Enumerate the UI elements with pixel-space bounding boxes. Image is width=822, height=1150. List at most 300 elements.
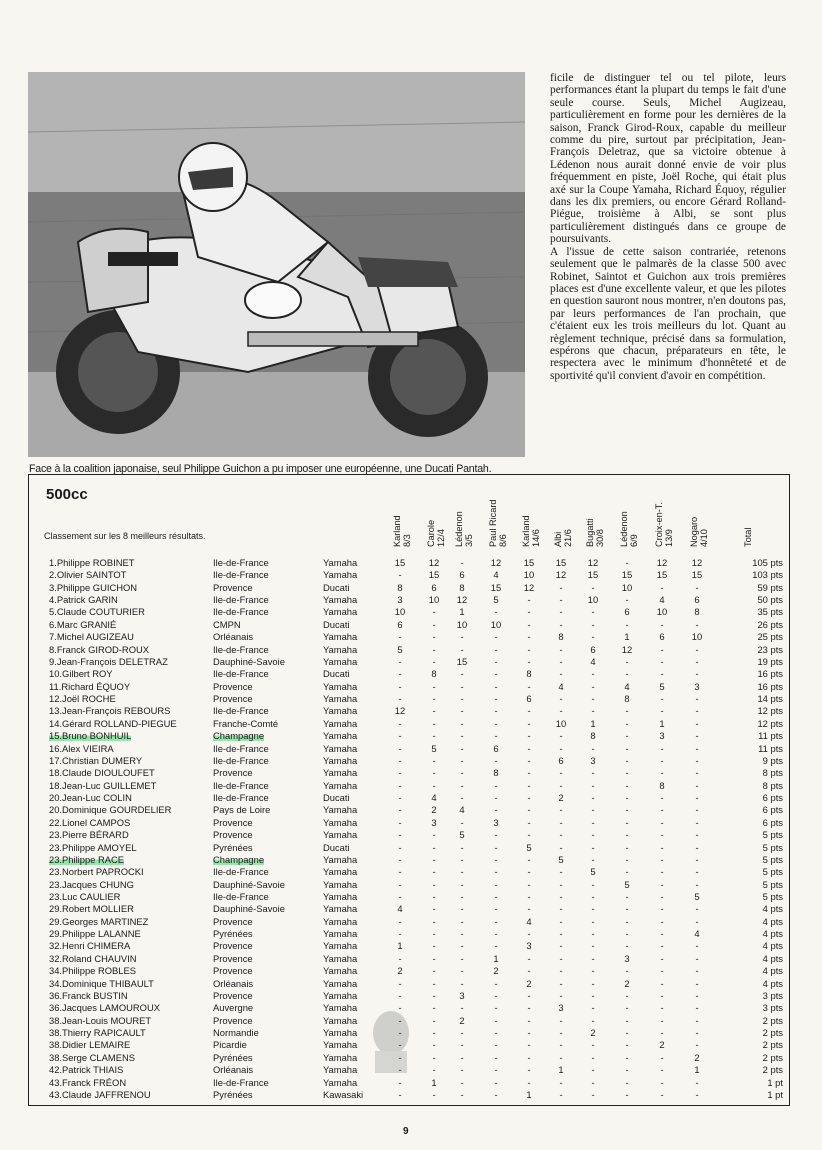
race-points: - [660,643,664,655]
race-points: - [527,866,531,878]
race-points: - [660,655,664,667]
race-points: - [559,1051,563,1063]
rider-region: Ile-de-France [213,668,269,680]
rider-region: Provence [213,693,253,705]
race-points: - [660,1014,664,1026]
race-points: 12 [691,557,703,568]
race-points: - [494,1014,498,1026]
race-name: Bugatti [585,518,595,547]
race-points: - [432,965,436,977]
race-points: 2 [431,804,437,816]
race-points: 4 [431,792,437,804]
race-points: - [695,668,699,680]
race-points: - [527,1051,531,1063]
race-points: 1 [659,717,665,729]
rider-name: 36.Jacques LAMOUROUX [49,1002,160,1014]
race-points: - [527,804,531,816]
race-points: - [460,878,464,890]
race-points: - [494,1076,498,1088]
race-points: - [591,878,595,890]
rider-name: 1.Philippe ROBINET [49,557,135,568]
rider-bike: Yamaha [323,655,358,667]
race-points: - [591,606,595,618]
race-points: - [695,717,699,729]
race-points: - [660,1088,664,1100]
race-date: 8/6 [497,534,508,547]
race-points: - [591,767,595,779]
rider-bike: Yamaha [323,804,358,816]
race-date: 6/9 [628,534,639,547]
rider-name: 3.Philippe GUICHON [49,581,138,593]
race-points: - [559,730,563,742]
article-column [550,72,786,382]
total-points: 8 pts [762,779,783,791]
race-points: 3 [397,594,403,606]
race-points: - [398,1064,402,1076]
rider-name: 13.Jean-François REBOURS [49,705,171,717]
race-points: - [559,816,563,828]
table-row [29,978,789,990]
race-points: - [494,631,498,643]
race-points: 8 [558,631,564,643]
race-points: - [398,989,402,1001]
table-row [29,1064,789,1076]
race-points: - [559,668,563,680]
rider-region: Provence [213,965,253,977]
race-points: 1 [694,1064,700,1076]
rider-region: Ile-de-France [213,606,269,618]
race-points: 6 [694,594,700,606]
total-points: 9 pts [762,754,783,766]
rider-bike: Yamaha [323,643,358,655]
race-points: - [460,977,464,989]
rider-region: Auvergne [213,1002,254,1014]
rider-bike: Yamaha [323,1014,358,1026]
rider-bike: Yamaha [323,890,358,902]
total-points: 5 pts [762,890,783,902]
race-points: 10 [555,717,567,729]
race-points: - [432,767,436,779]
race-points: - [398,1027,402,1039]
rider-bike: Yamaha [323,594,358,606]
race-points: - [527,606,531,618]
race-points: - [660,705,664,717]
race-date: 21/6 [562,529,573,547]
race-points: - [660,1051,664,1063]
table-row [29,656,789,668]
rider-bike: Yamaha [323,1051,358,1063]
race-points: - [695,940,699,952]
race-points: 1 [558,1064,564,1076]
table-row [29,990,789,1002]
race-points: - [625,1002,629,1014]
race-points: - [527,1039,531,1051]
table-row [29,582,789,594]
race-points: - [695,1014,699,1026]
race-points: - [625,915,629,927]
table-row [29,693,789,705]
rider-region: Orléanais [213,631,254,643]
race-name: Lédenon [619,511,629,547]
race-points: - [625,668,629,680]
race-points: - [660,618,664,630]
race-points: - [460,693,464,705]
race-points: 4 [526,915,532,927]
race-points: - [460,792,464,804]
race-points: - [625,866,629,878]
race-points: - [660,977,664,989]
rider-bike: Yamaha [323,705,358,717]
race-points: - [494,717,498,729]
race-points: - [460,705,464,717]
rider-name: 23.Norbert PAPROCKI [49,866,144,878]
race-points: - [559,705,563,717]
race-points: - [398,717,402,729]
race-points: - [527,705,531,717]
race-points: - [460,742,464,754]
race-points: - [591,1002,595,1014]
rider-name: 38.Serge CLAMENS [49,1051,135,1063]
race-points: - [559,643,563,655]
table-row [29,705,789,717]
race-points: - [398,779,402,791]
race-points: - [660,866,664,878]
race-points: - [494,841,498,853]
table-row [29,668,789,680]
race-points: - [695,754,699,766]
table-row [29,755,789,767]
rider-name: 16.Alex VIEIRA [49,742,114,754]
rider-bike: Yamaha [323,754,358,766]
rider-name: 23.Luc CAULIER [49,890,121,902]
total-points: 3 pts [762,1002,783,1014]
race-points: - [494,643,498,655]
race-points: - [625,853,629,865]
table-row [29,619,789,631]
race-points: - [559,903,563,915]
race-points: - [559,890,563,902]
race-points: - [695,1002,699,1014]
race-points: 2 [459,1014,465,1026]
table-row [29,829,789,841]
photo-caption: Face à la coalition japonaise, seul Philippe Guichon a pu imposer une européenne, une Ducati Pantah. [29,463,492,475]
race-points: - [625,940,629,952]
race-points: - [591,1076,595,1088]
race-points: - [398,878,402,890]
race-points: - [494,890,498,902]
race-points: - [660,940,664,952]
race-name: Albi [553,531,563,547]
race-points: - [494,940,498,952]
race-points: - [591,952,595,964]
rider-bike: Yamaha [323,767,358,779]
race-points: - [559,581,563,593]
race-points: - [432,829,436,841]
rider-bike: Yamaha [323,903,358,915]
rider-bike: Yamaha [323,717,358,729]
rider-region: Ile-de-France [213,890,269,902]
rider-name: 15.Bruno BONHUIL [49,730,132,742]
race-points: - [460,903,464,915]
race-points: 8 [659,779,665,791]
total-points: 26 pts [757,618,783,630]
table-row [29,743,789,755]
race-points: 10 [523,569,535,581]
race-points: - [527,903,531,915]
rider-bike: Ducati [323,841,350,853]
race-points: 1 [459,606,465,618]
table-row [29,569,789,581]
race-points: 4 [459,804,465,816]
total-points: 12 pts [757,705,783,717]
rider-bike: Yamaha [323,1039,358,1051]
race-points: - [559,989,563,1001]
race-points: 5 [558,853,564,865]
race-points: - [660,1002,664,1014]
race-points: - [591,816,595,828]
race-points: - [527,1027,531,1039]
race-points: 8 [459,581,465,593]
race-points: - [625,792,629,804]
race-points: - [625,1014,629,1026]
race-points: - [460,643,464,655]
race-points: - [559,1039,563,1051]
race-points: 2 [659,1039,665,1051]
race-header [522,515,541,547]
race-points: - [398,742,402,754]
rider-region: Dauphiné-Savoie [213,655,285,667]
rider-region: Provence [213,767,253,779]
rider-name: 17.Christian DUMERY [49,754,143,766]
total-points: 103 pts [752,569,783,581]
race-points: - [559,965,563,977]
race-points: - [559,618,563,630]
race-points: - [527,754,531,766]
race-points: - [625,903,629,915]
table-subtitle: Classement sur les 8 meilleurs résultats. [44,531,206,541]
race-points: - [660,928,664,940]
total-points: 4 pts [762,940,783,952]
class-title: 500cc [46,486,88,503]
rider-bike: Yamaha [323,853,358,865]
race-points: - [660,581,664,593]
rider-bike: Yamaha [323,1076,358,1088]
race-points: 2 [624,977,630,989]
race-points: - [398,1076,402,1088]
table-row [29,1077,789,1089]
race-points: - [660,952,664,964]
race-name: Carole [426,519,436,547]
total-points: 16 pts [757,680,783,692]
race-points: 10 [490,618,502,630]
race-points: - [398,977,402,989]
rider-name: 29.Georges MARTINEZ [49,915,149,927]
race-points: - [591,829,595,841]
race-points: - [695,581,699,593]
race-points: - [527,680,531,692]
race-points: - [591,581,595,593]
race-name: Lédenon [454,511,464,547]
race-points: 12 [656,557,668,568]
race-points: 3 [493,816,499,828]
race-points: 6 [590,643,596,655]
race-points: 2 [397,965,403,977]
race-points: 10 [428,594,440,606]
race-points: - [559,655,563,667]
race-points: - [398,804,402,816]
rider-bike: Kawasaki [323,1088,364,1100]
race-points: - [625,829,629,841]
rider-region: Pyrénées [213,1088,253,1100]
race-points: - [591,940,595,952]
article-paragraph-2: A l'issue de cette saison contrariée, retenons seulement que le palmarès de la classe 500 avec Robinet, Saintot et Guichon aux trois premières places est d'une excellente valeur, et que les pilotes en question sauront nous montrer, n'en doutons pas, par leurs performances de l'an prochain, que c'étaient eux les trois meilleurs du lot. Quant au règlement technique, précisé dans sa formulation, espérons que chacun, préparateurs en tête, le respectera avec le minimum d'honnêteté et de sportivité qu'il convient d'avoir en compétition. [550,245,786,382]
table-row [29,928,789,940]
race-name: Karland [521,515,531,547]
race-points: - [494,668,498,680]
race-points: - [494,915,498,927]
race-date: 4/10 [698,529,709,547]
rider-region: Picardie [213,1039,247,1051]
rider-name: 14.Gérard ROLLAND-PIEGUE [49,717,177,729]
table-row [29,1027,789,1039]
race-points: - [460,557,464,568]
race-points: - [398,631,402,643]
race-points: - [527,618,531,630]
race-points: 5 [590,866,596,878]
race-points: - [527,816,531,828]
race-points: 10 [691,631,703,643]
race-points: - [660,1027,664,1039]
race-points: - [559,928,563,940]
race-points: - [559,1076,563,1088]
race-points: - [460,754,464,766]
race-points: - [432,717,436,729]
race-points: 8 [624,693,630,705]
race-points: - [695,792,699,804]
race-points: - [494,989,498,1001]
race-points: - [591,631,595,643]
race-points: 3 [558,1002,564,1014]
race-points: - [494,903,498,915]
race-points: 3 [459,989,465,1001]
race-points: - [559,977,563,989]
race-points: 4 [694,928,700,940]
race-points: - [432,779,436,791]
race-date: 13/9 [663,529,674,547]
race-points: 2 [590,1027,596,1039]
table-row [29,767,789,779]
race-points: 10 [621,581,633,593]
table-row [29,940,789,952]
table-row [29,730,789,742]
race-header [427,520,446,547]
rider-bike: Yamaha [323,952,358,964]
race-points: 1 [397,940,403,952]
total-points: 6 pts [762,804,783,816]
race-points: - [625,816,629,828]
race-points: - [695,742,699,754]
rider-region: Ile-de-France [213,754,269,766]
race-points: 3 [431,816,437,828]
race-points: - [460,779,464,791]
rider-bike: Yamaha [323,1064,358,1076]
race-points: 3 [624,952,630,964]
race-points: - [559,1027,563,1039]
race-points: - [527,890,531,902]
race-points: 4 [624,680,630,692]
race-points: - [398,1088,402,1100]
race-date: 12/4 [435,529,446,547]
race-points: - [398,816,402,828]
race-name: Karland [392,515,402,547]
race-points: - [432,643,436,655]
race-points: - [460,717,464,729]
race-points: 10 [456,618,468,630]
race-points: - [625,1051,629,1063]
race-points: - [591,853,595,865]
rider-bike: Yamaha [323,977,358,989]
rider-name: 12.Joël ROCHE [49,693,116,705]
page-number: 9 [403,1126,409,1137]
race-points: - [591,1064,595,1076]
race-points: - [660,829,664,841]
rider-bike: Yamaha [323,1027,358,1039]
race-points: - [695,841,699,853]
rider-name: 23.Pierre BÉRARD [49,829,129,841]
race-points: - [625,1088,629,1100]
race-points: - [695,853,699,865]
table-row [29,916,789,928]
table-row [29,606,789,618]
race-points: - [460,816,464,828]
race-points: - [527,1002,531,1014]
race-points: - [432,928,436,940]
race-points: - [432,866,436,878]
race-points: 1 [624,631,630,643]
race-points: - [527,594,531,606]
table-row [29,903,789,915]
race-points: - [460,952,464,964]
total-header: Total [743,527,753,547]
race-points: - [625,730,629,742]
race-points: - [398,754,402,766]
race-points: - [432,606,436,618]
race-points: - [695,1039,699,1051]
total-points: 3 pts [762,989,783,1001]
rider-name: 20.Dominique GOURDELIER [49,804,172,816]
rider-bike: Yamaha [323,779,358,791]
race-points: 6 [624,606,630,618]
race-points: 3 [659,730,665,742]
race-header [489,500,508,548]
table-row [29,631,789,643]
race-points: - [625,767,629,779]
race-points: - [695,779,699,791]
rider-bike: Yamaha [323,742,358,754]
race-points: 8 [431,668,437,680]
race-points: - [494,754,498,766]
rider-region: Provence [213,581,253,593]
race-points: - [660,693,664,705]
race-points: - [591,792,595,804]
race-points: - [494,928,498,940]
race-points: 5 [397,643,403,655]
table-row [29,965,789,977]
race-points: 12 [523,581,535,593]
race-points: - [398,680,402,692]
race-points: - [559,878,563,890]
race-points: - [695,952,699,964]
